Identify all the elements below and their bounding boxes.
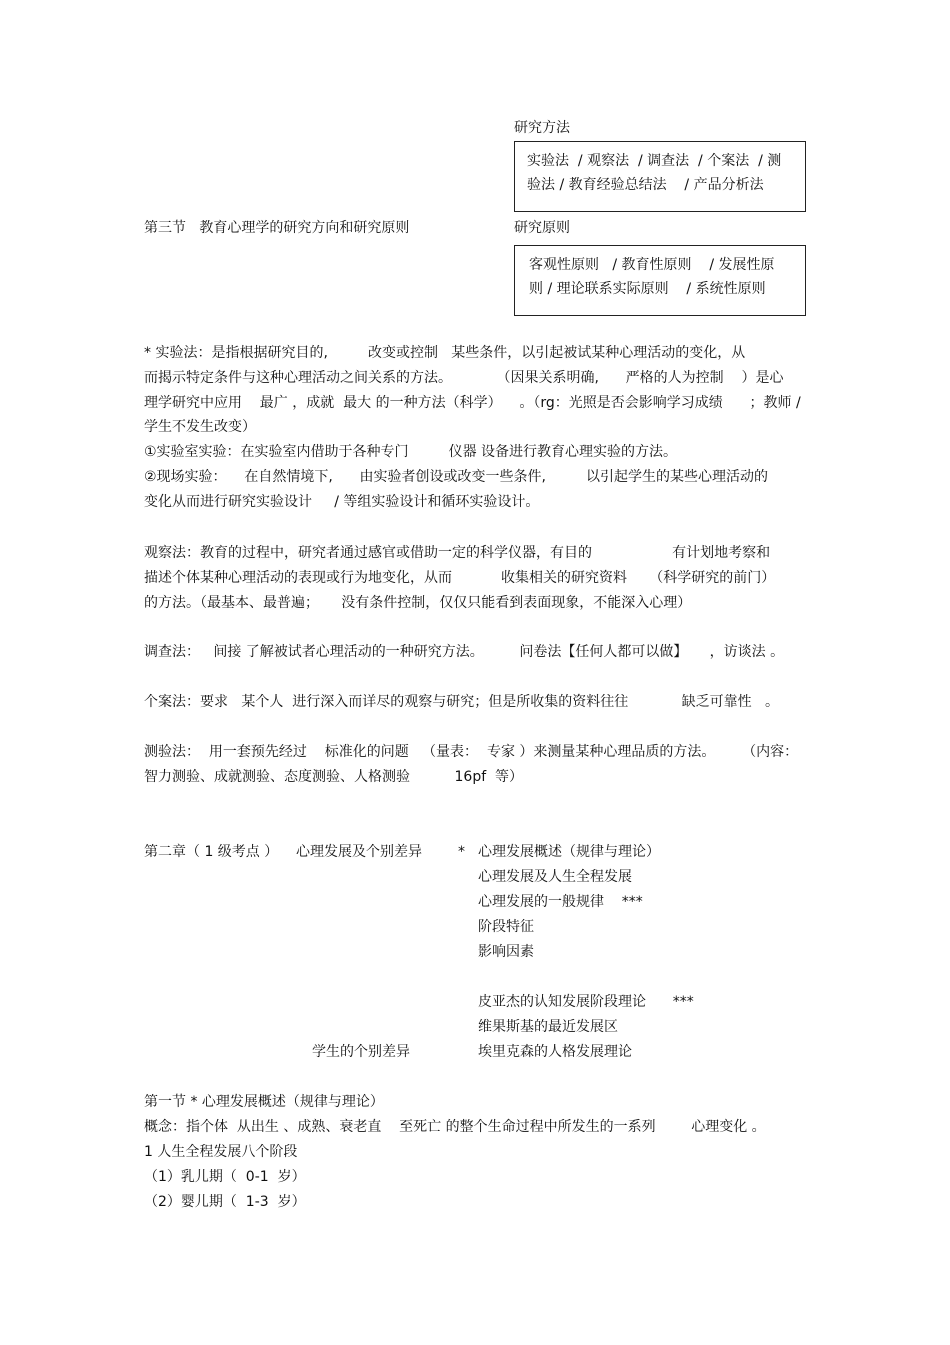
text-line: 变化从而进行研究实验设计 / 等组实验设计和循环实验设计。	[144, 494, 540, 510]
list-item: （1）乳儿期（ 0-1 岁）	[144, 1169, 306, 1185]
individual-differences-label: 学生的个别差异	[312, 1044, 410, 1060]
outline-item: 阶段特征	[478, 919, 534, 935]
outline-item: 心理发展概述（规律与理论）	[478, 844, 660, 860]
methods-line-2: 验法 / 教育经验总结法 / 产品分析法	[527, 177, 764, 193]
outline-item: 影响因素	[478, 944, 534, 960]
text-line: 理学研究中应用 最广 ，成就 最大 的一种方法（科学） 。（rg：光照是否会影响学习成绩 ；教师 /	[144, 395, 801, 411]
outline-item: 埃里克森的人格发展理论	[478, 1044, 632, 1060]
text-line: 观察法：教育的过程中，研究者通过感官或借助一定的科学仪器，有目的 有计划地考察和	[144, 545, 771, 561]
text-line: 智力测验、成就测验、态度测验、人格测验 16pf 等）	[144, 769, 524, 785]
text-line: ②现场实验： 在自然情境下, 由实验者创设或改变一些条件, 以引起学生的某些心理活动的	[144, 469, 769, 485]
list-item: （2）婴儿期（ 1-3 岁）	[144, 1194, 306, 1210]
survey-paragraph: 调查法： 间接 了解被试者心理活动的一种研究方法。 问卷法【任何人都可以做】 ，访谈法 。	[144, 644, 785, 660]
principles-line-2: 则 / 理论联系实际原则 / 系统性原则	[529, 281, 766, 297]
chapter2-title: 第二章（ 1 级考点 ） 心理发展及个别差异	[144, 844, 423, 860]
methods-line-1: 实验法 / 观察法 / 调查法 / 个案法 / 测	[527, 153, 782, 169]
section3-title: 第三节 教育心理学的研究方向和研究原则	[144, 220, 410, 236]
research-methods-box	[514, 141, 806, 212]
text-line: * 实验法：是指根据研究目的, 改变或控制 某些条件，以引起被试某种心理活动的变化，从	[144, 345, 746, 361]
text-line: 概念：指个体 从出生 、成熟、衰老直 至死亡 的整个生命过程中所发生的一系列 心理变化 。	[144, 1119, 766, 1135]
research-principles-box	[514, 245, 806, 316]
text-line: 描述个体某种心理活动的表现或行为地变化，从而 收集相关的研究资料 （科学研究的前门）	[144, 570, 776, 586]
outline-item: 皮亚杰的认知发展阶段理论 ***	[478, 994, 694, 1010]
principles-line-1: 客观性原则 / 教育性原则 / 发展性原	[529, 257, 775, 273]
text-line: 测验法： 用一套预先经过 标准化的问题 （量表： 专家 ）来测量某种心理品质的方法。 （内容：	[144, 744, 799, 760]
outline-item: 维果斯基的最近发展区	[478, 1019, 618, 1035]
research-principles-label: 研究原则	[514, 220, 570, 236]
text-line: 学生不发生改变）	[144, 419, 256, 435]
text-line: 的方法。（最基本、最普遍； 没有条件控制，仅仅只能看到表面现象，不能深入心理）	[144, 595, 692, 611]
case-paragraph: 个案法：要求 某个人 进行深入而详尽的观察与研究；但是所收集的资料往往 缺乏可靠性 。	[144, 694, 780, 710]
text-line: 而揭示特定条件与这种心理活动之间关系的方法。 （因果关系明确, 严格的人为控制 ）是心	[144, 370, 784, 386]
outline-item: 心理发展及人生全程发展	[478, 869, 632, 885]
text-line: ①实验室实验：在实验室内借助于各种专门 仪器 设备进行教育心理实验的方法。	[144, 444, 678, 460]
research-methods-label: 研究方法	[514, 120, 570, 136]
star-marker: *	[458, 844, 465, 860]
section1-title: 第一节 * 心理发展概述（规律与理论）	[144, 1094, 384, 1110]
text-line: 1 人生全程发展八个阶段	[144, 1144, 298, 1160]
outline-item: 心理发展的一般规律 ***	[478, 894, 643, 910]
